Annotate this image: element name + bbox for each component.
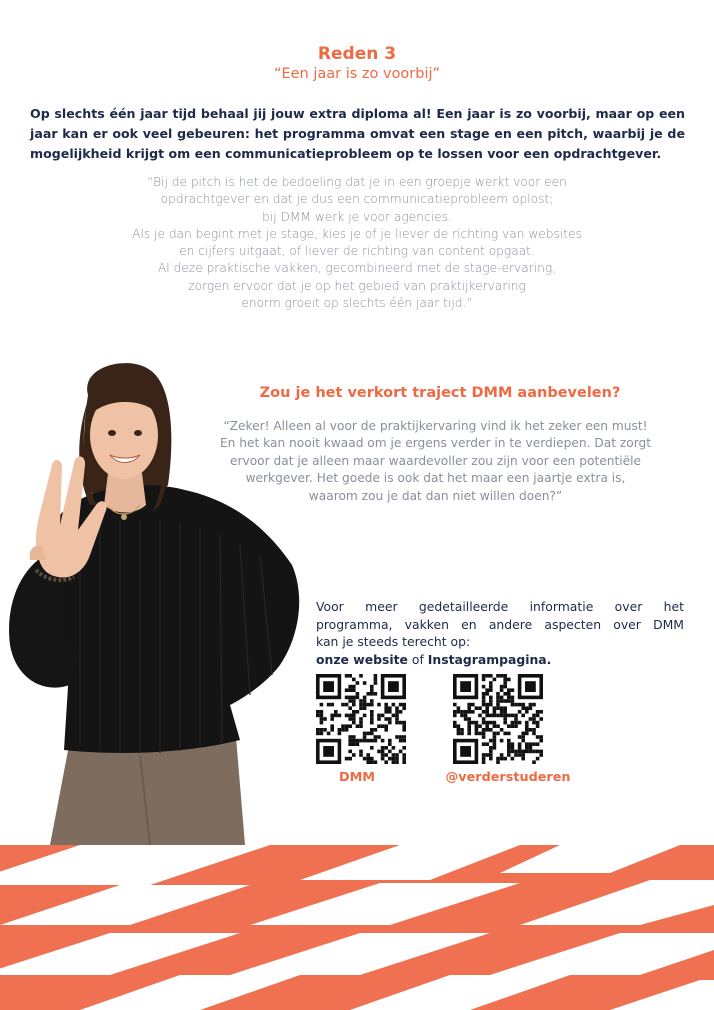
- section-title: Reden 3: [317, 44, 397, 64]
- info-links: [316, 651, 684, 669]
- quote-line: “Bij de pitch is het de bedoeling dat je in een groepje werkt voor een: [147, 175, 567, 189]
- section-heading: [0, 44, 714, 83]
- more-info: [316, 598, 684, 668]
- info-line: programma, vakken en andere aspecten over DMM: [316, 616, 684, 632]
- recommend-quote: [188, 418, 683, 505]
- info-line: kan je steeds terecht op:: [316, 634, 471, 649]
- info-line: Voor meer gedetailleerde informatie over het: [316, 599, 684, 614]
- qr-code-icon[interactable]: [316, 674, 406, 764]
- quote-line: “Zeker! Alleen al voor de praktijkervaring vind ik het zeker een must!: [223, 419, 648, 433]
- decorative-stripes: [0, 845, 714, 1010]
- quote-line: zorgen ervoor dat je op het gebied van praktijkervaring: [188, 278, 526, 293]
- intro-paragraph: Op slechts één jaar tijd behaal jij jouw extra diploma al! Een jaar is zo voorbij, maar op een jaar kan er ook veel gebeuren: het programma omvat een stage en een pitch, waarbij je de mogelijkheid krijgt om een communicatieprobleem op te lossen voor een opdrachtgever.: [30, 106, 685, 161]
- qr-label-dmm: DMM: [338, 770, 376, 785]
- quote-line: enorm groeit op slechts één jaar tijd.”: [241, 296, 473, 311]
- info-conjunction: of: [407, 651, 428, 667]
- quote-line: werkgever. Het goede is ook dat het maar een jaartje extra is,: [245, 471, 626, 486]
- instagram-link[interactable]: Instagrampagina.: [427, 651, 552, 667]
- section-subtitle: “Een jaar is zo voorbij”: [273, 66, 441, 82]
- quote-line: Als je dan begint met je stage, kies je of je liever de richting van websites: [132, 226, 582, 241]
- qr-code-icon[interactable]: [453, 674, 543, 764]
- recommend-title: Zou je het verkort traject DMM aanbevelen?: [259, 385, 621, 401]
- quote-line: en cijfers uitgaat, of liever de richting van content opgaat.: [179, 244, 535, 259]
- quote-line: Al deze praktische vakken, gecombineerd met de stage-ervaring,: [157, 261, 557, 276]
- website-link[interactable]: onze website: [316, 651, 408, 667]
- pitch-quote: [60, 174, 654, 312]
- quote-line: bij DMM werk je voor agencies.: [262, 209, 452, 224]
- quote-line: opdrachtgever en dat je dus een communicatieprobleem oplost;: [160, 192, 554, 207]
- qr-label-instagram: @verderstuderen: [445, 770, 571, 785]
- quote-line: ervoor dat je alleen maar waardevoller zou zijn voor een potentiële: [230, 453, 641, 468]
- quote-line: En het kan nooit kwaad om je ergens verder in te verdiepen. Dat zorgt: [219, 436, 652, 451]
- quote-line: waarom zou je dat dan niet willen doen?”: [308, 488, 563, 503]
